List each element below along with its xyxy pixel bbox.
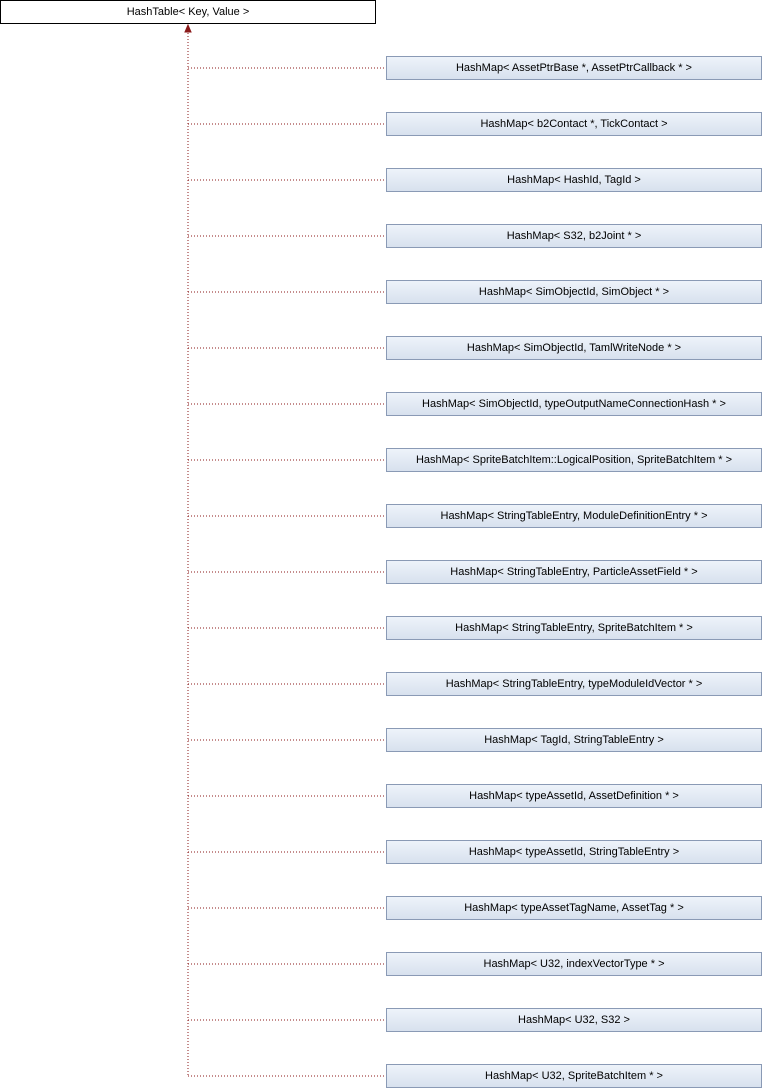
derived-class-node[interactable]: HashMap< U32, SpriteBatchItem * > <box>386 1064 762 1088</box>
derived-class-node[interactable]: HashMap< StringTableEntry, typeModuleIdVector * > <box>386 672 762 696</box>
derived-class-node[interactable]: HashMap< StringTableEntry, ModuleDefinitionEntry * > <box>386 504 762 528</box>
derived-class-node[interactable]: HashMap< SpriteBatchItem::LogicalPosition, SpriteBatchItem * > <box>386 448 762 472</box>
derived-class-node[interactable]: HashMap< typeAssetTagName, AssetTag * > <box>386 896 762 920</box>
derived-class-node[interactable]: HashMap< SimObjectId, TamlWriteNode * > <box>386 336 762 360</box>
derived-class-node[interactable]: HashMap< U32, indexVectorType * > <box>386 952 762 976</box>
derived-class-node[interactable]: HashMap< U32, S32 > <box>386 1008 762 1032</box>
derived-class-node[interactable]: HashMap< SimObjectId, typeOutputNameConnectionHash * > <box>386 392 762 416</box>
base-class-node[interactable]: HashTable< Key, Value > <box>0 0 376 24</box>
derived-class-node[interactable]: HashMap< typeAssetId, AssetDefinition * > <box>386 784 762 808</box>
derived-class-node[interactable]: HashMap< S32, b2Joint * > <box>386 224 762 248</box>
derived-class-node[interactable]: HashMap< HashId, TagId > <box>386 168 762 192</box>
derived-class-node[interactable]: HashMap< StringTableEntry, SpriteBatchItem * > <box>386 616 762 640</box>
derived-class-node[interactable]: HashMap< b2Contact *, TickContact > <box>386 112 762 136</box>
derived-class-node[interactable]: HashMap< SimObjectId, SimObject * > <box>386 280 762 304</box>
derived-class-node[interactable]: HashMap< typeAssetId, StringTableEntry > <box>386 840 762 864</box>
derived-class-node[interactable]: HashMap< TagId, StringTableEntry > <box>386 728 762 752</box>
inheritance-arrowhead-icon <box>185 25 191 32</box>
derived-class-node[interactable]: HashMap< AssetPtrBase *, AssetPtrCallback * > <box>386 56 762 80</box>
derived-class-node[interactable]: HashMap< StringTableEntry, ParticleAssetField * > <box>386 560 762 584</box>
